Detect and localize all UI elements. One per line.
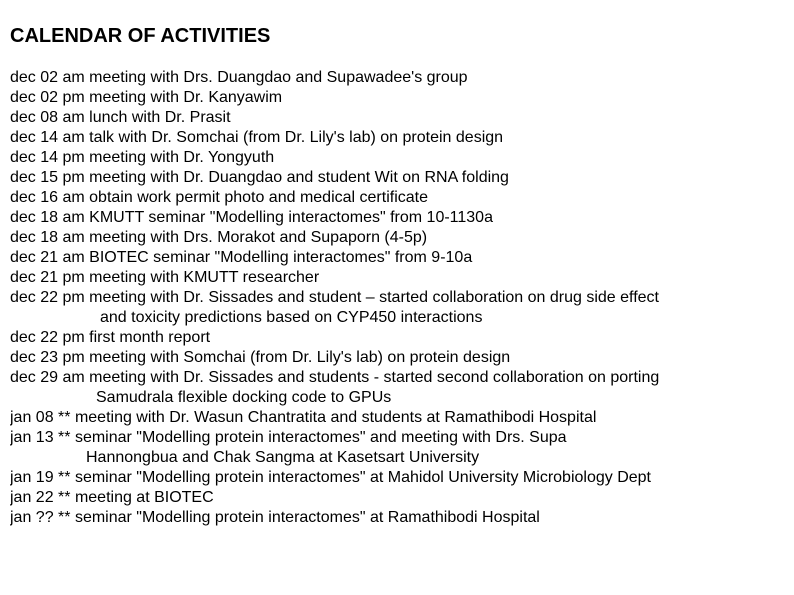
list-item-continuation: Samudrala flexible docking code to GPUs	[96, 389, 392, 406]
list-item: dec 21 pm meeting with KMUTT researcher	[10, 269, 320, 286]
list-item: dec 18 am KMUTT seminar "Modelling interactomes" from 10-1130a	[10, 209, 493, 226]
list-item: dec 02 pm meeting with Dr. Kanyawim	[10, 89, 283, 106]
list-item: dec 15 pm meeting with Dr. Duangdao and student Wit on RNA folding	[10, 169, 509, 186]
list-item: dec 22 pm first month report	[10, 329, 211, 346]
list-item: jan 13 ** seminar "Modelling protein interactomes" and meeting with Drs. Supa	[10, 429, 567, 446]
list-item-continuation: Hannongbua and Chak Sangma at Kasetsart University	[86, 449, 480, 466]
list-item: dec 08 am lunch with Dr. Prasit	[10, 109, 231, 126]
list-item: jan 19 ** seminar "Modelling protein interactomes" at Mahidol University Microbiology Dept	[10, 469, 651, 486]
activity-list	[10, 68, 794, 528]
list-item: dec 23 pm meeting with Somchai (from Dr. Lily's lab) on protein design	[10, 349, 511, 366]
list-item: dec 29 am meeting with Dr. Sissades and students - started second collaboration on porting	[10, 369, 660, 386]
list-item: dec 16 am obtain work permit photo and medical certificate	[10, 189, 428, 206]
list-item: dec 14 pm meeting with Dr. Yongyuth	[10, 149, 275, 166]
list-item: dec 14 am talk with Dr. Somchai (from Dr. Lily's lab) on protein design	[10, 129, 504, 146]
list-item: dec 02 am meeting with Drs. Duangdao and Supawadee's group	[10, 69, 468, 86]
list-item: dec 22 pm meeting with Dr. Sissades and student – started collaboration on drug side effect	[10, 289, 659, 306]
list-item: dec 21 am BIOTEC seminar "Modelling interactomes" from 9-10a	[10, 249, 473, 266]
list-item: jan 08 ** meeting with Dr. Wasun Chantratita and students at Ramathibodi Hospital	[10, 409, 597, 426]
page-title: CALENDAR OF ACTIVITIES	[10, 25, 271, 47]
list-item: jan 22 ** meeting at BIOTEC	[10, 489, 214, 506]
list-item: dec 18 am meeting with Drs. Morakot and Supaporn (4-5p)	[10, 229, 428, 246]
list-item-continuation: and toxicity predictions based on CYP450 interactions	[100, 309, 483, 326]
list-item: jan ?? ** seminar "Modelling protein interactomes" at Ramathibodi Hospital	[10, 509, 540, 526]
